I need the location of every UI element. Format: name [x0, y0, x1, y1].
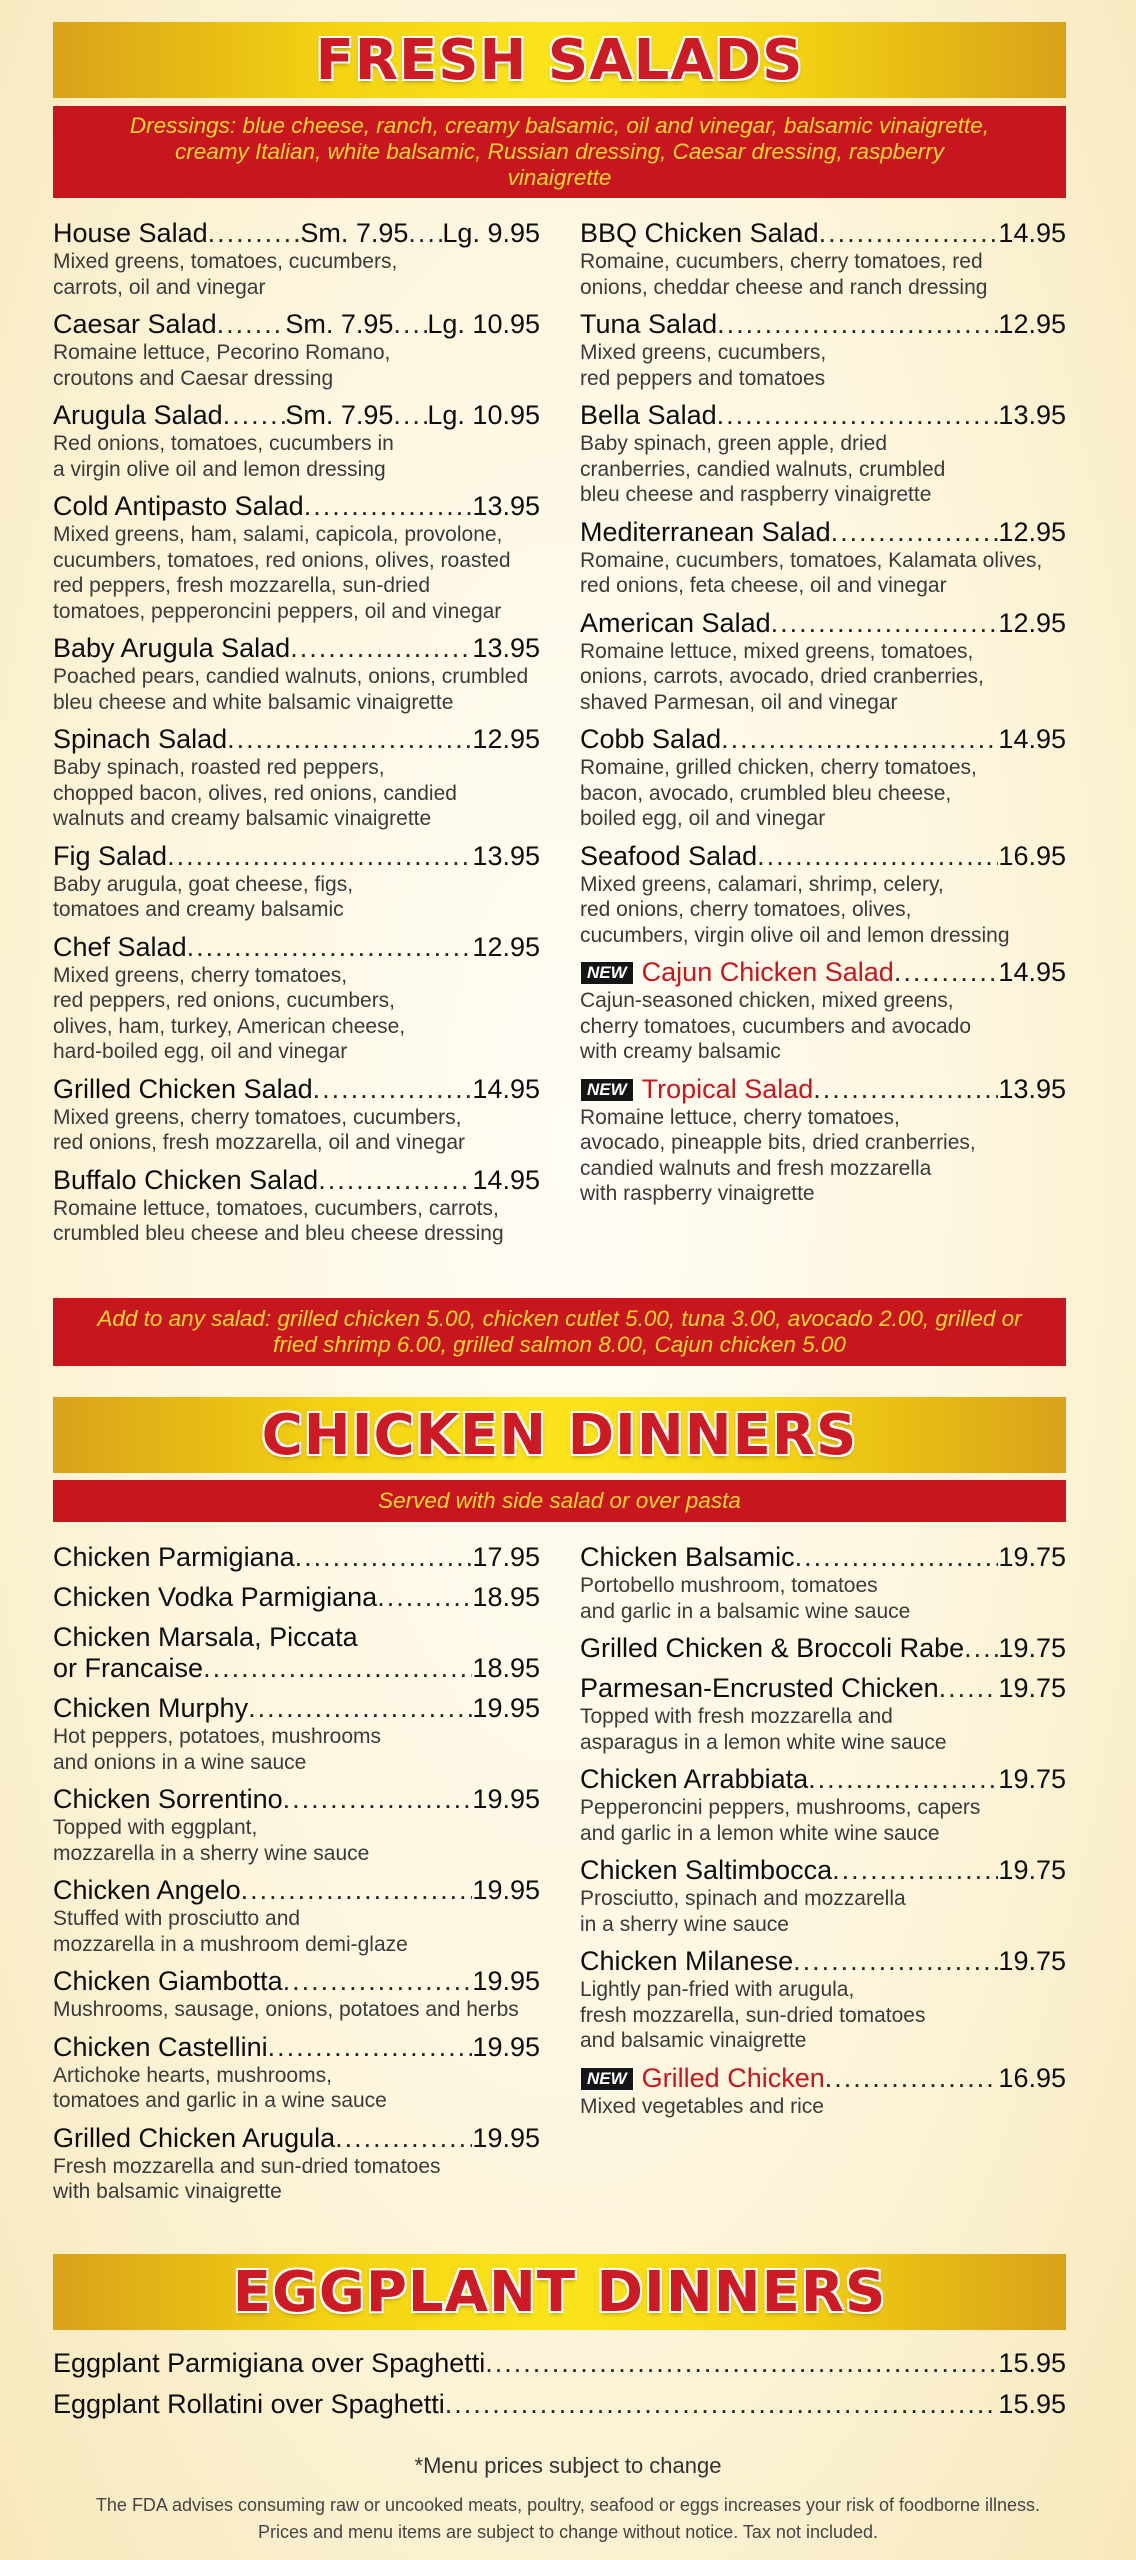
item-description: cucumbers, virgin olive oil and lemon dressing: [580, 923, 1010, 947]
chicken-left-column: [53, 1542, 540, 2214]
addons-text: Add to any salad: grilled chicken 5.00, chicken cutlet 5.00, tuna 3.00, avocado 2.00, grilled or fried shrimp 6.00, grilled salmon 8.00, Cajun chicken 5.00: [97, 1306, 1022, 1357]
item-name-line: [53, 1653, 540, 1684]
leader-dots: [757, 841, 998, 872]
item-price: 13.95: [472, 633, 540, 663]
item-description: mozzarella in a sherry wine sauce: [53, 1841, 370, 1865]
leader-dots: [795, 1542, 999, 1573]
item-description: Cajun-seasoned chicken, mixed greens,: [580, 989, 954, 1012]
item-name: Arugula Salad: [53, 400, 223, 430]
item-description: tomatoes and creamy balsamic: [53, 898, 344, 921]
leader-dots: [268, 2032, 473, 2063]
menu-item: [53, 724, 540, 832]
item-price: 19.95: [472, 1784, 540, 1814]
item-name-line: [53, 724, 540, 755]
item-name-line: [580, 957, 1066, 988]
item-name: American Salad: [580, 607, 771, 638]
leader-dots: [825, 2063, 999, 2094]
menu-item: [580, 1542, 1066, 1624]
menu-item: [580, 608, 1066, 716]
item-price: 19.95: [472, 2031, 540, 2062]
item-name: Chef Salad: [53, 931, 187, 962]
leader-dots: [721, 724, 998, 755]
item-description: and balsamic vinaigrette: [580, 2029, 807, 2052]
item-description: Romaine, cucumbers, tomatoes, Kalamata olives,: [580, 548, 1043, 572]
item-description: cucumbers, tomatoes, red onions, olives, roasted: [53, 548, 511, 572]
leader-dots: [227, 724, 472, 755]
item-description: boiled egg, oil and vinegar: [580, 807, 826, 830]
leader-dots: [832, 1855, 998, 1886]
item-name: Bella Salad: [580, 400, 717, 430]
menu-note: *Menu prices subject to change: [414, 2453, 722, 2478]
chicken-right-column: [580, 1542, 1066, 2128]
item-name-line: [580, 218, 1066, 249]
item-description: bacon, avocado, crumbled bleu cheese,: [580, 781, 952, 805]
item-description: hard-boiled egg, oil and vinegar: [53, 1040, 348, 1063]
item-name-line: [53, 841, 540, 872]
large-price: Lg. 9.95: [442, 218, 540, 248]
small-price: Sm. 7.95: [285, 400, 394, 430]
salads-right-column: [580, 218, 1066, 1216]
item-price: 19.95: [472, 1693, 540, 1723]
item-price: 19.75: [998, 1855, 1066, 1885]
menu-item: [580, 1764, 1066, 1846]
item-description: candied walnuts and fresh mozzarella: [580, 1156, 932, 1180]
leader-dots: [964, 1633, 998, 1664]
item-description: Mixed vegetables and rice: [580, 2094, 824, 2118]
item-price: 19.75: [998, 1633, 1066, 1663]
small-price: Sm. 7.95: [285, 309, 394, 339]
item-name-line: [53, 932, 540, 963]
item-name: Grilled Chicken: [641, 2062, 825, 2093]
item-description: mozzarella in a mushroom demi-glaze: [53, 1932, 408, 1956]
leader-dots: [393, 309, 427, 340]
item-price: 14.95: [998, 218, 1066, 248]
item-name-line: [53, 309, 540, 340]
leader-dots: [377, 1582, 472, 1613]
item-name-line: [53, 2123, 540, 2154]
leader-dots: [771, 608, 999, 639]
item-name-line: [53, 1966, 540, 1997]
menu-item: [53, 1622, 540, 1684]
item-name-line: [53, 491, 540, 522]
item-price: 19.95: [472, 1875, 540, 1905]
leader-dots: [793, 1946, 998, 1977]
menu-item: [580, 1673, 1066, 1755]
item-price: 19.75: [998, 1542, 1066, 1572]
item-name-line: [580, 1764, 1066, 1795]
menu-item: [53, 1165, 540, 1247]
item-description: red onions, fresh mozzarella, oil and vinegar: [53, 1131, 466, 1154]
leader-dots: [408, 218, 442, 249]
item-description: red onions, feta cheese, oil and vinegar: [580, 574, 947, 597]
item-description: Poached pears, candied walnuts, onions, crumbled: [53, 665, 529, 688]
item-name-line: [53, 2032, 540, 2063]
item-name: Grilled Chicken Salad: [53, 1073, 313, 1104]
item-description: Prosciutto, spinach and mozzarella: [580, 1887, 906, 1910]
chicken-title: CHICKEN DINNERS: [261, 1402, 858, 1468]
item-name: Parmesan-Encrusted Chicken: [580, 1673, 939, 1703]
salads-title: FRESH SALADS: [315, 27, 804, 93]
item-name: Eggplant Parmigiana over Spaghetti: [53, 2348, 486, 2378]
item-price: 12.95: [998, 309, 1066, 339]
leader-dots: [939, 1673, 999, 1704]
item-description: walnuts and creamy balsamic vinaigrette: [53, 807, 432, 830]
item-description: in a sherry wine sauce: [580, 1912, 789, 1936]
leader-dots: [248, 1693, 472, 1724]
item-name-line: [53, 1074, 540, 1105]
prices-line: Prices and menu items are subject to change without notice. Tax not included.: [257, 2522, 879, 2542]
menu-item: [53, 1784, 540, 1866]
item-name: Mediterranean Salad: [580, 516, 831, 547]
item-name-line: [53, 1165, 540, 1196]
item-name-line: [580, 517, 1066, 548]
leader-dots: [217, 309, 286, 340]
item-description: Romaine lettuce, tomatoes, cucumbers, carrots,: [53, 1196, 499, 1220]
item-price: 18.95: [472, 1653, 540, 1683]
fda-notice: [0, 2492, 1136, 2546]
fda-line: The FDA advises consuming raw or uncooked meats, poultry, seafood or eggs increases your risk of foodborne illness.: [95, 2495, 1041, 2515]
item-description: Hot peppers, potatoes, mushrooms: [53, 1725, 382, 1748]
small-price: Sm. 7.95: [300, 218, 409, 248]
item-price: 19.75: [998, 1946, 1066, 1976]
chicken-subtitle: Served with side salad or over pasta: [378, 1488, 741, 1513]
menu-item: [580, 724, 1066, 832]
item-name: Chicken Castellini: [53, 2031, 268, 2062]
item-description: olives, ham, turkey, American cheese,: [53, 1014, 406, 1038]
item-price: 14.95: [472, 1164, 540, 1195]
item-name: BBQ Chicken Salad: [580, 218, 819, 248]
item-price: 19.75: [998, 1764, 1066, 1794]
menu-item: [53, 633, 540, 715]
item-description: Lightly pan-fried with arugula,: [580, 1978, 855, 2001]
item-description: Romaine lettuce, Pecorino Romano,: [53, 341, 391, 364]
item-description: red peppers and tomatoes: [580, 366, 826, 390]
item-description: chopped bacon, olives, red onions, candied: [53, 781, 457, 805]
item-name-line: [580, 1074, 1066, 1105]
leader-dots: [223, 400, 286, 431]
item-description: asparagus in a lemon white wine sauce: [580, 1730, 947, 1754]
menu-item: [53, 309, 540, 391]
menu-item: [53, 400, 540, 482]
item-description: Romaine, cucumbers, cherry tomatoes, red: [580, 250, 983, 273]
menu-item: [580, 957, 1066, 1065]
item-price: 13.95: [998, 1073, 1066, 1104]
item-price: 12.95: [472, 724, 540, 754]
leader-dots: [393, 400, 427, 431]
eggplant-banner: [53, 2254, 1066, 2330]
item-description: tomatoes, pepperoncini peppers, oil and vinegar: [53, 599, 502, 623]
leader-dots: [717, 309, 998, 340]
item-name: Spinach Salad: [53, 724, 228, 754]
item-description: Topped with fresh mozzarella and: [580, 1705, 893, 1728]
menu-item: [53, 491, 540, 624]
item-description: and garlic in a lemon white wine sauce: [580, 1821, 940, 1845]
new-badge: NEW: [580, 1078, 634, 1102]
item-description: Fresh mozzarella and sun-dried tomatoes: [53, 2154, 441, 2178]
leader-dots: [335, 2123, 472, 2154]
menu-item: [580, 1855, 1066, 1937]
leader-dots: [203, 1653, 472, 1684]
item-name: Chicken Balsamic: [580, 1542, 795, 1572]
item-description: avocado, pineapple bits, dried cranberries,: [580, 1131, 976, 1154]
item-name: Chicken Milanese: [580, 1946, 794, 1976]
item-description: red peppers, fresh mozzarella, sun-dried: [53, 574, 431, 597]
leader-dots: [717, 400, 999, 431]
large-price: Lg. 10.95: [427, 400, 540, 430]
item-description: Baby spinach, roasted red peppers,: [53, 756, 385, 779]
item-description: crumbled bleu cheese and bleu cheese dressing: [53, 1222, 504, 1245]
item-name-line: [580, 608, 1066, 639]
item-description: Pepperoncini peppers, mushrooms, capers: [580, 1796, 981, 1819]
menu-item: [53, 218, 540, 300]
leader-dots: [187, 932, 473, 963]
leader-dots: [831, 517, 999, 548]
item-description: onions, carrots, avocado, dried cranberries,: [580, 665, 984, 688]
item-name-line: [580, 1633, 1066, 1664]
item-name: Fig Salad: [53, 840, 168, 871]
menu-item: [53, 1966, 540, 2023]
item-price: 17.95: [472, 1542, 540, 1572]
item-name-line: [53, 2389, 1066, 2420]
item-description: fresh mozzarella, sun-dried tomatoes: [580, 2003, 926, 2027]
item-price: 15.95: [998, 2348, 1066, 2378]
item-description: croutons and Caesar dressing: [53, 366, 334, 390]
item-description: Topped with eggplant,: [53, 1816, 258, 1839]
item-name-line: [53, 1542, 540, 1573]
item-name: Chicken Sorrentino: [53, 1784, 283, 1814]
item-price: 13.95: [472, 491, 540, 521]
item-name-line: [580, 309, 1066, 340]
item-name-line: [580, 1673, 1066, 1704]
item-name: Seafood Salad: [580, 840, 758, 871]
item-description: Romaine lettuce, mixed greens, tomatoes,: [580, 639, 974, 663]
item-name: Cold Antipasto Salad: [53, 491, 304, 521]
item-description: Mixed greens, tomatoes, cucumbers,: [53, 250, 398, 273]
item-name: Chicken Murphy: [53, 1693, 249, 1723]
menu-item: [53, 1693, 540, 1775]
item-description: red peppers, red onions, cucumbers,: [53, 989, 396, 1012]
item-description: Mixed greens, ham, salami, capicola, provolone,: [53, 523, 503, 546]
item-description: red onions, cherry tomatoes, olives,: [580, 898, 912, 921]
item-description: Portobello mushroom, tomatoes: [580, 1574, 878, 1597]
item-price: 14.95: [998, 724, 1066, 754]
menu-item: [53, 1542, 540, 1573]
chicken-subtitle-bar: [53, 1480, 1066, 1522]
chicken-banner: [53, 1397, 1066, 1473]
item-price: 16.95: [998, 2062, 1066, 2093]
item-description: cherry tomatoes, cucumbers and avocado: [580, 1014, 972, 1038]
menu-item: [53, 1582, 540, 1613]
item-name: Chicken Parmigiana: [53, 1542, 295, 1572]
item-name-line: [580, 1946, 1066, 1977]
leader-dots: [318, 1165, 472, 1196]
item-description: Mushrooms, sausage, onions, potatoes and herbs: [53, 1998, 519, 2021]
item-name: Tropical Salad: [641, 1073, 814, 1104]
item-description: carrots, oil and vinegar: [53, 275, 266, 299]
eggplant-title: EGGPLANT DINNERS: [232, 2259, 887, 2325]
menu-item: [53, 2348, 1066, 2379]
menu-item: [580, 517, 1066, 599]
item-price: 12.95: [472, 931, 540, 962]
item-description: with raspberry vinaigrette: [580, 1182, 815, 1205]
item-name-line: [53, 1582, 540, 1613]
item-name: Grilled Chicken & Broccoli Rabe: [580, 1633, 965, 1663]
leader-dots: [295, 1542, 473, 1573]
item-name: Cobb Salad: [580, 724, 722, 754]
menu-item: [53, 2032, 540, 2114]
leader-dots: [313, 1074, 473, 1105]
item-name: Buffalo Chicken Salad: [53, 1164, 319, 1195]
item-description: Mixed greens, cucumbers,: [580, 341, 827, 364]
item-price: 18.95: [472, 1582, 540, 1612]
item-description: bleu cheese and raspberry vinaigrette: [580, 483, 932, 506]
item-price: 16.95: [998, 840, 1066, 871]
menu-item: [580, 309, 1066, 391]
item-name: Cajun Chicken Salad: [641, 957, 894, 987]
item-name-line: [580, 1855, 1066, 1886]
item-price: 19.95: [472, 1966, 540, 1996]
leader-dots: [445, 2389, 999, 2420]
item-name-line: [580, 400, 1066, 431]
menu-item: [53, 1074, 540, 1156]
leader-dots: [808, 1764, 998, 1795]
item-name-line: [580, 1542, 1066, 1573]
item-description: Red onions, tomatoes, cucumbers in: [53, 432, 394, 455]
item-description: a virgin olive oil and lemon dressing: [53, 457, 386, 481]
menu-item: [53, 841, 540, 923]
item-description: shaved Parmesan, oil and vinegar: [580, 690, 898, 714]
item-name-line: [580, 841, 1066, 872]
item-name: Chicken Angelo: [53, 1875, 241, 1905]
leader-dots: [283, 1784, 473, 1815]
leader-dots: [283, 1966, 473, 1997]
leader-dots: [485, 2348, 998, 2379]
item-name-line: [53, 218, 540, 249]
eggplant-list: [53, 2348, 1066, 2430]
item-name: Chicken Giambotta: [53, 1966, 283, 1996]
item-description: Baby spinach, green apple, dried: [580, 432, 888, 455]
item-description: and onions in a wine sauce: [53, 1750, 307, 1774]
item-description: Baby arugula, goat cheese, figs,: [53, 872, 354, 896]
dressings-bar: [53, 106, 1066, 198]
item-name: Chicken Marsala, Piccata: [53, 1622, 358, 1652]
menu-item: [580, 400, 1066, 508]
item-name: Chicken Arrabbiata: [580, 1764, 809, 1794]
item-price: 12.95: [998, 607, 1066, 638]
item-description: Mixed greens, cherry tomatoes,: [53, 963, 348, 987]
item-description: tomatoes and garlic in a wine sauce: [53, 2089, 387, 2112]
salads-left-column: [53, 218, 540, 1256]
leader-dots: [819, 218, 999, 249]
item-name-line: [53, 1622, 540, 1653]
menu-item: [580, 1633, 1066, 1664]
menu-item: [580, 841, 1066, 949]
item-description: bleu cheese and white balsamic vinaigrette: [53, 690, 454, 714]
item-price: 14.95: [472, 1073, 540, 1104]
item-name: Chicken Saltimbocca: [580, 1855, 833, 1885]
menu-item: [580, 2063, 1066, 2120]
item-description: onions, cheddar cheese and ranch dressing: [580, 275, 988, 299]
item-name: Chicken Vodka Parmigiana: [53, 1582, 378, 1612]
item-description: Mixed greens, cherry tomatoes, cucumbers,: [53, 1105, 462, 1129]
item-name-line: [53, 1693, 540, 1724]
leader-dots: [167, 841, 472, 872]
item-description: Mixed greens, calamari, shrimp, celery,: [580, 872, 944, 896]
item-description: and garlic in a balsamic wine sauce: [580, 1599, 911, 1623]
item-name-line: [53, 2348, 1066, 2379]
menu-item: [53, 2123, 540, 2205]
item-price: 15.95: [998, 2389, 1066, 2419]
large-price: Lg. 10.95: [427, 309, 540, 339]
item-price: 12.95: [998, 516, 1066, 547]
item-price: 19.95: [472, 2122, 540, 2153]
item-name-line: [53, 400, 540, 431]
dressings-text: Dressings: blue cheese, ranch, creamy balsamic, oil and vinegar, balsamic vinaigrette, creamy Italian, white balsamic, Russian dressing, Caesar dressing, raspberry vinaigrette: [129, 113, 990, 190]
leader-dots: [290, 633, 472, 664]
item-description: Romaine lettuce, cherry tomatoes,: [580, 1105, 900, 1129]
item-name-line: [53, 1784, 540, 1815]
item-name: House Salad: [53, 218, 208, 248]
item-name-line: [53, 1875, 540, 1906]
item-price: 14.95: [998, 957, 1066, 987]
menu-item: [53, 1875, 540, 1957]
menu-item: [580, 218, 1066, 300]
item-name: Caesar Salad: [53, 309, 217, 339]
item-name-line: [580, 724, 1066, 755]
item-description: Stuffed with prosciutto and: [53, 1907, 301, 1930]
item-price: 19.75: [998, 1673, 1066, 1703]
new-badge: NEW: [580, 2067, 634, 2091]
item-description: with balsamic vinaigrette: [53, 2180, 282, 2203]
new-badge: NEW: [580, 961, 634, 985]
leader-dots: [304, 491, 473, 522]
item-name-line: [53, 633, 540, 664]
item-name: Eggplant Rollatini over Spaghetti: [53, 2389, 445, 2419]
salads-banner: [53, 22, 1066, 98]
item-name: Baby Arugula Salad: [53, 633, 291, 663]
leader-dots: [813, 1074, 998, 1105]
addons-bar: [53, 1298, 1066, 1366]
item-description: cranberries, candied walnuts, crumbled: [580, 457, 946, 481]
menu-item: [53, 932, 540, 1065]
item-name: Grilled Chicken Arugula: [53, 2122, 336, 2153]
leader-dots: [894, 957, 999, 988]
menu-item: [53, 2389, 1066, 2420]
menu-item: [580, 1946, 1066, 2054]
item-name: or Francaise: [53, 1653, 204, 1683]
item-description: Artichoke hearts, mushrooms,: [53, 2063, 332, 2087]
leader-dots: [241, 1875, 473, 1906]
item-name-line: [580, 2063, 1066, 2094]
item-price: 13.95: [472, 840, 540, 871]
item-description: Romaine, grilled chicken, cherry tomatoes,: [580, 756, 977, 779]
item-price: 13.95: [998, 400, 1066, 430]
menu-item: [580, 1074, 1066, 1207]
item-name: Tuna Salad: [580, 309, 718, 339]
item-description: with creamy balsamic: [580, 1040, 781, 1063]
leader-dots: [208, 218, 301, 249]
